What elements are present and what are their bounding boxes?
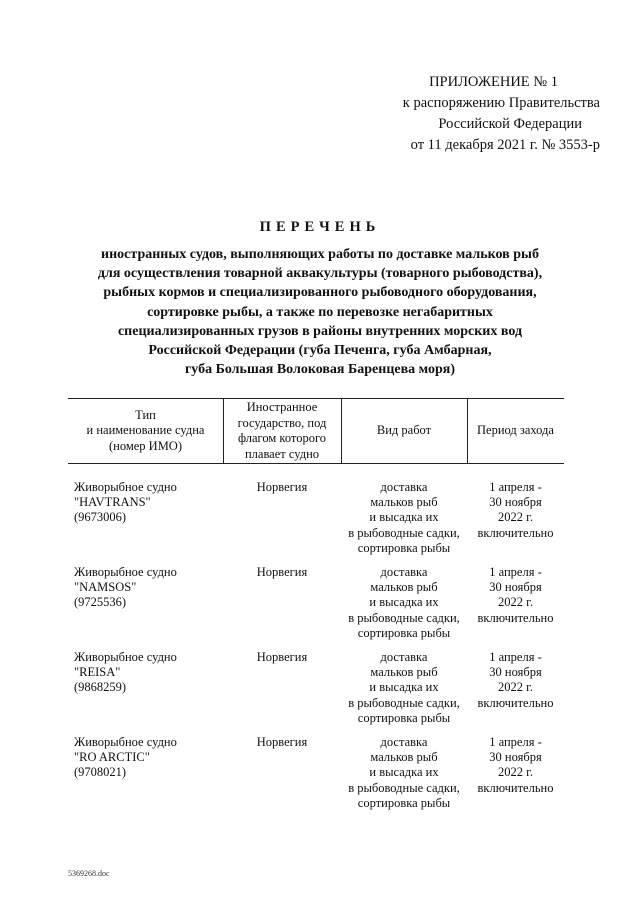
subtitle-line: специализированных грузов в районы внутренних морских вод (117, 323, 523, 339)
cell-flag: Норвегия (256, 565, 308, 579)
document-file-code: 5369268.doc (68, 869, 110, 878)
subtitle-line: сортировке рыбы, а также по перевозке негабаритных (147, 304, 493, 320)
cell-period: 1 апреля - 30 ноября 2022 г. включительно (477, 650, 554, 710)
document-title: ПЕРЕЧЕНЬ (259, 219, 381, 235)
header-work-type: Вид работ (376, 423, 432, 438)
appendix-order-ref: к распоряжению Правительства (402, 95, 600, 111)
cell-vessel: Живорыбное судно "NAMSOS" (9725536) (74, 565, 177, 610)
table-body (68, 480, 564, 820)
subtitle-line: Российской Федерации (губа Печенга, губа Амбарная, (148, 343, 492, 359)
cell-work: доставка мальков рыб и высадка их в рыбоводные садки, сортировка рыбы (348, 565, 460, 640)
header-flag-state: Иностранное государство, под флагом которого плавает судно (237, 400, 327, 461)
table-row (68, 735, 564, 820)
header-vessel-type-name: Тип и наименование судна (номер ИМО) (86, 407, 205, 453)
subtitle-line: иностранных судов, выполняющих работы по доставке мальков рыб (101, 247, 539, 262)
cell-flag: Норвегия (256, 735, 308, 749)
appendix-government: Российской Федерации (438, 116, 582, 132)
cell-period: 1 апреля - 30 ноября 2022 г. включительно (477, 565, 554, 625)
document-subtitle (0, 245, 640, 379)
cell-vessel: Живорыбное судно "REISA" (9868259) (74, 650, 177, 695)
appendix-header (300, 72, 600, 156)
appendix-number: ПРИЛОЖЕНИЕ № 1 (429, 74, 558, 90)
cell-work: доставка мальков рыб и высадка их в рыбоводные садки, сортировка рыбы (348, 480, 460, 555)
subtitle-line: рыбных кормов и специализированного рыбоводного оборудования, (103, 285, 537, 301)
table-row (68, 480, 564, 565)
cell-period: 1 апреля - 30 ноября 2022 г. включительно (477, 480, 554, 540)
subtitle-line: для осуществления товарной аквакультуры (товарного рыбоводства), (97, 266, 543, 282)
header-entry-period: Период захода (477, 423, 554, 438)
vessels-table (68, 398, 564, 820)
subtitle-line: губа Большая Волоковая Баренцева моря) (184, 362, 456, 378)
table-row (68, 565, 564, 650)
cell-flag: Норвегия (256, 480, 308, 494)
cell-vessel: Живорыбное судно "RO ARCTIC" (9708021) (74, 735, 177, 780)
cell-work: доставка мальков рыб и высадка их в рыбоводные садки, сортировка рыбы (348, 735, 460, 810)
appendix-date-number: от 11 декабря 2021 г. № 3553-р (410, 137, 600, 153)
table-header (68, 398, 564, 464)
cell-work: доставка мальков рыб и высадка их в рыбоводные садки, сортировка рыбы (348, 650, 460, 725)
cell-vessel: Живорыбное судно "HAVTRANS" (9673006) (74, 480, 177, 525)
cell-period: 1 апреля - 30 ноября 2022 г. включительно (477, 735, 554, 795)
cell-flag: Норвегия (256, 650, 308, 664)
table-row (68, 650, 564, 735)
